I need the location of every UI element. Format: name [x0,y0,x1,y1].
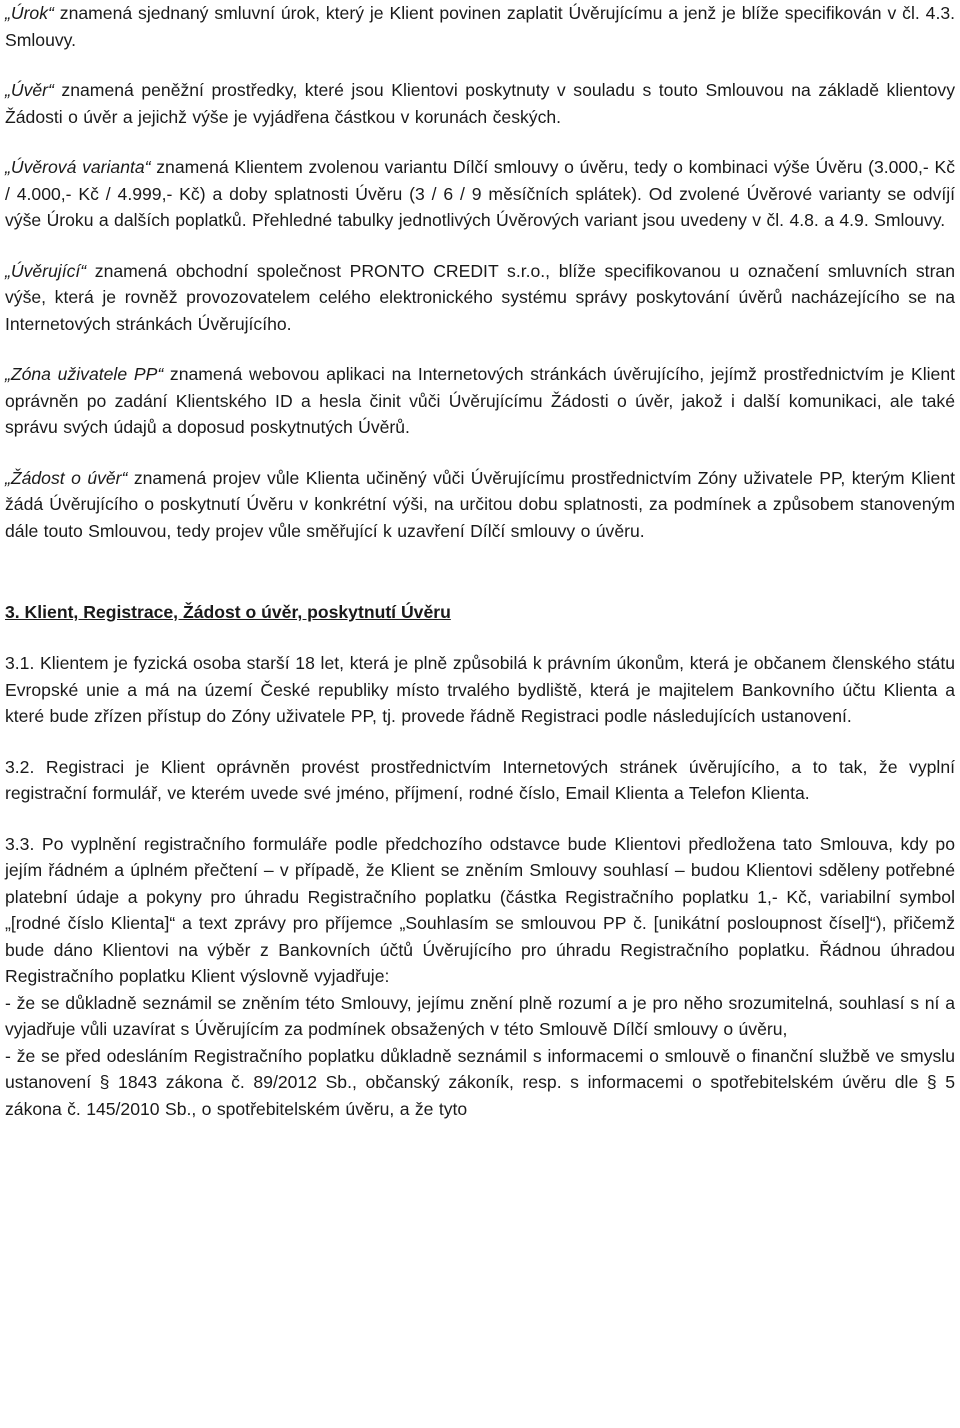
definition-text: znamená sjednaný smluvní úrok, který je Klient povinen zaplatit Úvěrujícímu a jenž je blíže specifikován v čl. 4.3. Smlouvy. [5,3,955,50]
defined-term: „Úvěrová varianta“ [5,157,151,177]
document-page [5,0,955,1122]
defined-term: „Úrok“ [5,3,54,23]
list-item: - že se důkladně seznámil se zněním této Smlouvy, jejímu znění plně rozumí a je pro něho srozumitelná, souhlasí s ní a vyjadřuje vůli uzavírat s Úvěrujícím za podmínek obsažených v této Smlouvě Dílčí smlouvy o úvěru, [5,992,955,1039]
defined-term: „Úvěrující“ [5,260,87,281]
definition-zadost-o-uver [5,465,955,545]
definition-urok [5,0,955,53]
clause-3-3-text: 3.3. Po vyplnění registračního formuláře podle předchozího odstavce bude Klientovi předložena tato Smlouva, kdy po jejím řádném a úplném přečtení – v případě, že Klient se zněním Smlouvy souhlasí – budou Klientovi sděleny potřebné platební údaje a pokyny pro úhradu Registračního poplatku (částka Registračního poplatku 1,- Kč, variabilní symbol „[rodné číslo Klienta]“ a text zprávy pro příjemce „Souhlasím se smlouvou PP č. [unikátní posloupnost čísel]“), přičemž bude dáno Klientovi na výběr z Bankovních účtů Úvěrujícího pro úhradu Registračního poplatku. Řádnou úhradou Registračního poplatku Klient výslovně vyjadřuje: [5,833,955,986]
definition-text: znamená peněžní prostředky, které jsou Klientovi poskytnuty v souladu s touto Smlouvou na základě klientovy Žádosti o úvěr a jejichž výše je vyjádřena částkou v korunách českých. [5,80,955,127]
definition-uver [5,77,955,130]
definition-text: znamená Klientem zvolenou variantu Dílčí smlouvy o úvěru, tedy o kombinaci výše Úvěru (3.000,- Kč / 4.000,- Kč / 4.999,- Kč) a doby splatnosti Úvěru (3 / 6 / 9 měsíčních splátek). Od zvolené Úvěrové varianty se odvíjí výše Úroku a dalších poplatků. Přehledné tabulky jednotlivých Úvěrových variant jsou uvedeny v čl. 4.8. a 4.9. Smlouvy. [5,157,955,230]
clause-3-3 [5,831,955,1123]
definition-uverova-varianta [5,154,955,234]
clause-3-1: 3.1. Klientem je fyzická osoba starší 18 let, která je plně způsobilá k právním úkonům, která je občanem členského státu Evropské unie a má na území České republiky místo trvalého bydliště, která je majitelem Bankovního účtu Klienta a které bude zřízen přístup do Zóny uživatele PP, tj. provede řádně Registraci podle následujících ustanovení. [5,653,955,726]
definition-zona-uzivatele [5,361,955,441]
defined-term: „Zóna uživatele PP“ [5,364,164,384]
defined-term: „Žádost o úvěr“ [5,467,128,488]
definition-text: znamená projev vůle Klienta učiněný vůči Úvěrujícímu prostřednictvím Zóny uživatele PP, kterým Klient žádá Úvěrujícího o poskytnutí Úvěru v konkrétní výši, na určitou dobu splatnosti, za podmínek a způsobem stanoveným dále touto Smlouvou, tedy projev vůle směřující k uzavření Dílčí smlouvy o úvěru. [5,467,955,541]
clause-3-2: 3.2. Registraci je Klient oprávněn provést prostřednictvím Internetových stránek úvěrujícího, a to tak, že vyplní registrační formulář, ve kterém uvede své jméno, příjmení, rodné číslo, Email Klienta a Telefon Klienta. [5,756,955,803]
list-item: - že se před odesláním Registračního poplatku důkladně seznámil s informacemi o smlouvě o finanční službě ve smyslu ustanovení § 1843 zákona č. 89/2012 Sb., občanský zákoník, resp. s informacemi o spotřebitelském úvěru dle § 5 zákona č. 145/2010 Sb., o spotřebitelském úvěru, a že tyto [5,1045,955,1119]
definition-uverujici [5,258,955,338]
defined-term: „Úvěr“ [5,80,54,100]
definition-text: znamená webovou aplikaci na Internetových stránkách úvěrujícího, jejímž prostřednictvím je Klient oprávněn po zadání Klientského ID a hesla činit vůči Úvěrujícímu Žádosti o úvěr, jakož i další komunikaci, ale také správu svých údajů a doposud poskytnutých Úvěrů. [5,364,955,437]
section-heading: 3. Klient, Registrace, Žádost o úvěr, poskytnutí Úvěru [5,602,451,622]
definition-text: znamená obchodní společnost PRONTO CREDIT s.r.o., blíže specifikovanou u označení smluvních stran výše, která je rovněž provozovatelem celého elektronického systému správy poskytování úvěrů nacházejícího se na Internetových stránkách Úvěrujícího. [5,260,955,334]
